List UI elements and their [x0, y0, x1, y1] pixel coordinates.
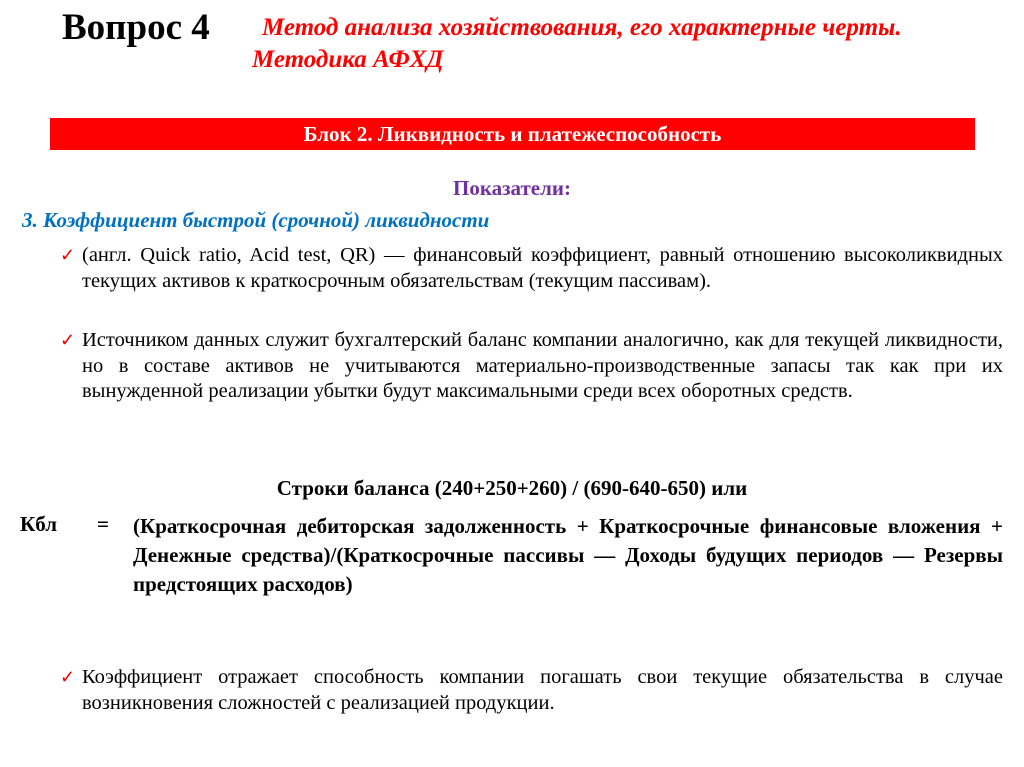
formula-label: Кбл [20, 512, 57, 536]
check-mark-icon: ✓ [60, 667, 76, 687]
bullet-item [60, 665, 1003, 716]
section-label: Показатели: [452, 176, 572, 200]
indicator-title: 3. Коэффициент быстрой (срочной) ликвидности [22, 208, 490, 232]
bullet-item [60, 243, 1003, 294]
question-subtitle-line1: Метод анализа хозяйствования, его характерные черты. [262, 14, 902, 41]
formula-text: (Краткосрочная дебиторская задолженность + Краткосрочные финансовые вложения + Денежные средства)/(Краткосрочные пассивы — Доходы будущих периодов — Резервы предстоящих расходов) [133, 514, 1003, 596]
bullet-text: Источником данных служит бухгалтерский баланс компании аналогично, как для текущей ликвидности, но в составе активов не учитываются материально-производственные запасы так как при их вынужденной реализации убытки будут максимальными среди всех оборотных средств. [82, 329, 1003, 402]
formula-equals: = [97, 512, 109, 536]
question-title: Вопрос 4 [62, 7, 210, 48]
block-banner: Блок 2. Ликвидность и платежеспособность [50, 118, 975, 150]
bullet-text: Коэффициент отражает способность компании погашать свои текущие обязательства в случае возникновения сложностей с реализацией продукции. [82, 666, 1003, 714]
bullet-text: (англ. Quick ratio, Acid test, QR) — финансовый коэффициент, равный отношению высоколиквидных текущих активов к краткосрочным обязательствам (текущим пассивам). [82, 244, 1003, 292]
check-mark-icon: ✓ [60, 330, 76, 350]
bullet-item [60, 328, 1003, 405]
check-mark-icon: ✓ [60, 245, 76, 265]
balance-rows-formula: Строки баланса (240+250+260) / (690-640-650) или [276, 476, 748, 500]
question-subtitle-line2: Методика АФХД [252, 46, 444, 73]
